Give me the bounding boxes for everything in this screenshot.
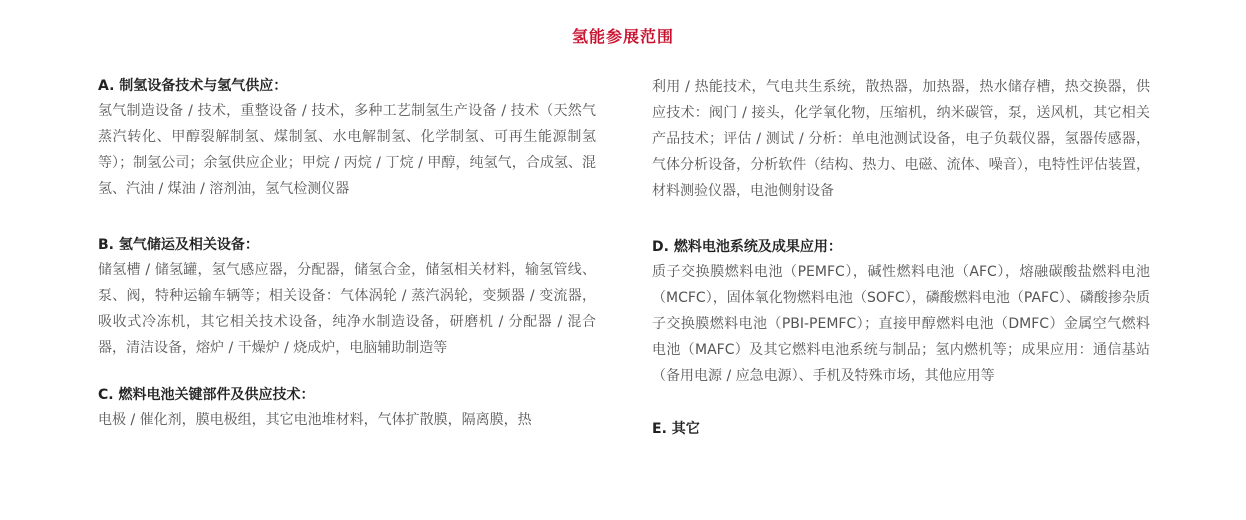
- section-e: [652, 417, 1150, 441]
- section-a-body: 氢气制造设备 / 技术，重整设备 / 技术，多种工艺制氢生产设备 / 技术（天然气蒸汽转化、甲醇裂解制氢、煤制氢、水电解制氢、化学制氢、可再生能源制氢等）；制氢公司；余氢供应企业；甲烷 / 丙烷 / 丁烷 / 甲醇，纯氢气，合成氢、混氢、汽油 / 煤油 / 溶剂油，氢气检测仪器: [98, 103, 596, 197]
- section-a-heading: A. 制氢设备技术与氢气供应：: [98, 78, 288, 94]
- left-column: [98, 74, 596, 433]
- section-d-body: 质子交换膜燃料电池（PEMFC），碱性燃料电池（AFC），熔融碳酸盐燃料电池（MCFC），固体氧化物燃料电池（SOFC），磷酸燃料电池（PAFC）、磷酸掺杂质子交换膜燃料电池（PBI-PEMFC）；直接甲醇燃料电池（DMFC）金属空气燃料电池（MAFC）及其它燃料电池系统与制品；氢内燃机等；成果应用：通信基站（备用电源 / 应急电源）、手机及特殊市场，其他应用等: [652, 264, 1150, 384]
- section-e-heading: E. 其它: [652, 421, 700, 437]
- section-b: [98, 233, 596, 361]
- right-column: [652, 74, 1150, 441]
- section-a: [98, 74, 596, 202]
- section-c-body: 电极 / 催化剂，膜电极组，其它电池堆材料，气体扩散膜，隔离膜，热: [98, 412, 532, 428]
- section-c: [98, 383, 596, 433]
- section-c-body-continued: 利用 / 热能技术，气电共生系统，散热器，加热器，热水储存槽，热交换器，供应技术：阀门 / 接头，化学氧化物，压缩机，纳米碳管，泵，送风机，其它相关产品技术；评估 / 测试 / 分析：单电池测试设备，电子负载仪器，氢器传感器，气体分析设备，分析软件（结构、热力、电磁、流体、噪音），电特性评估装置，材料测验仪器，电池侧射设备: [652, 79, 1150, 199]
- section-b-body: 储氢槽 / 储氢罐，氢气感应器，分配器，储氢合金，储氢相关材料，输氢管线、泵、阀，特种运输车辆等；相关设备：气体涡轮 / 蒸汽涡轮，变频器 / 变流器，吸收式冷冻机，其它相关技术设备，纯净水制造设备，研磨机 / 分配器 / 混合器，清洁设备，熔炉 / 干燥炉 / 烧成炉，电脑辅助制造等: [98, 262, 596, 356]
- section-b-heading: B. 氢气储运及相关设备：: [98, 237, 259, 253]
- section-d: [652, 235, 1150, 389]
- section-d-heading: D. 燃料电池系统及成果应用：: [652, 239, 842, 255]
- section-c-heading: C. 燃料电池关键部件及供应技术：: [98, 387, 315, 403]
- page-title: 氢能参展范围: [571, 27, 674, 46]
